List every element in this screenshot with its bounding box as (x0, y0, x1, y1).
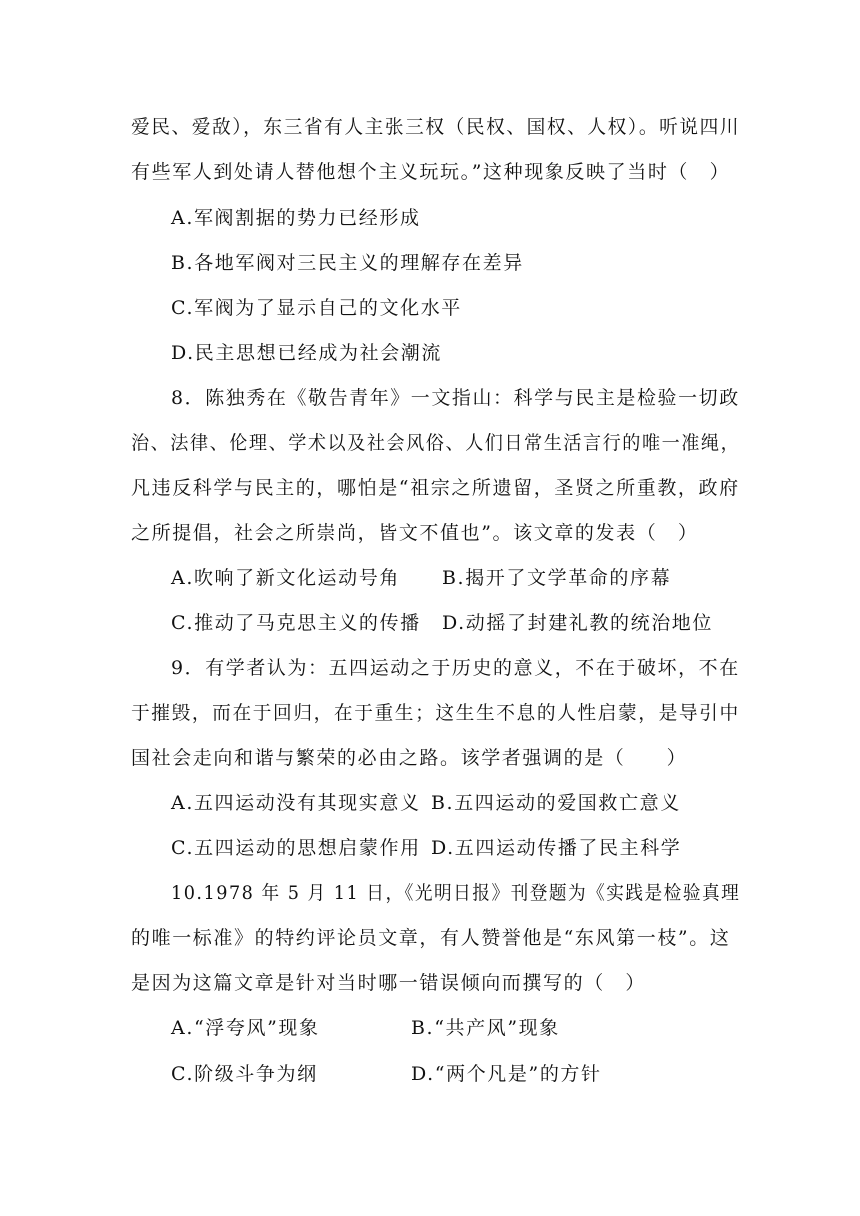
q9-options-row-2 (171, 836, 682, 860)
q7-option-b: B.各地军阀对三民主义的理解存在差异 (171, 252, 524, 274)
q10-line-3: 是因为这篇文章是针对当时哪一错误倾向而撰写的（ ） (131, 972, 647, 994)
q8-option-a: A.吹响了新文化运动号角 (171, 567, 400, 589)
q10-line-1: 10.1978 年 5 月 11 日，《光明日报》刊登题为《实践是检验真理 (171, 882, 741, 904)
q7-option-d: D.民主思想已经成为社会潮流 (171, 342, 442, 364)
q7-line-1: 爱民、爱敌），东三省有人主张三权（民权、国权、人权）。听说四川 (131, 116, 741, 138)
q9-option-a: A.五四运动没有其现实意义 (171, 792, 421, 814)
q9-option-d: D.五四运动传播了民主科学 (431, 837, 682, 859)
q7-option-a: A.军阀割据的势力已经形成 (171, 207, 421, 229)
q9-options-row-1 (171, 791, 681, 815)
q9-line-3: 国社会走向和谐与繁荣的必由之路。该学者强调的是（ ） (131, 747, 688, 769)
q9-option-b: B.五四运动的爱国救亡意义 (431, 792, 681, 814)
q10-options-row-2 (171, 1062, 602, 1086)
q8-option-b: B.揭开了文学革命的序幕 (442, 567, 672, 589)
q10-option-b: B.“共产风”现象 (411, 1017, 560, 1039)
q8-option-d: D.动摇了封建礼教的统治地位 (442, 612, 713, 634)
q8-option-c: C.推动了马克思主义的传播 (171, 612, 421, 634)
q10-line-2: 的唯一标准》的特约评论员文章，有人赞誉他是“东风第一枝”。这 (131, 927, 731, 949)
q8-line-3: 凡违反科学与民主的，哪怕是“祖宗之所遗留，圣贤之所重教，政府 (131, 477, 740, 499)
q9-option-c: C.五四运动的思想启蒙作用 (171, 837, 421, 859)
q7-line-2: 有些军人到处请人替他想个主义玩玩。”这种现象反映了当时（ ） (131, 161, 731, 183)
q8-options-row-2 (171, 611, 713, 635)
q9-line-2: 于摧毁，而在于回归，在于重生；这生生不息的人性启蒙，是导引中 (131, 702, 740, 724)
q9-line-1: 9．有学者认为：五四运动之于历史的意义，不在于破坏，不在 (171, 657, 740, 679)
q10-option-c: C.阶级斗争为纲 (171, 1063, 318, 1085)
q7-option-c: C.军阀为了显示自己的文化水平 (171, 297, 462, 319)
q8-line-2: 治、法律、伦理、学术以及社会风俗、人们日常生活言行的唯一准绳， (131, 432, 741, 454)
q10-option-a: A.“浮夸风”现象 (171, 1017, 320, 1039)
q8-line-4: 之所提倡，社会之所崇尚，皆文不值也”。该文章的发表（ ） (131, 522, 699, 544)
q10-option-d: D.“两个凡是”的方针 (411, 1063, 602, 1085)
q8-line-1: 8．陈独秀在《敬告青年》一文指山：科学与民主是检验一切政 (171, 387, 740, 409)
q8-options-row-1 (171, 566, 672, 590)
q10-options-row-1 (171, 1016, 560, 1040)
